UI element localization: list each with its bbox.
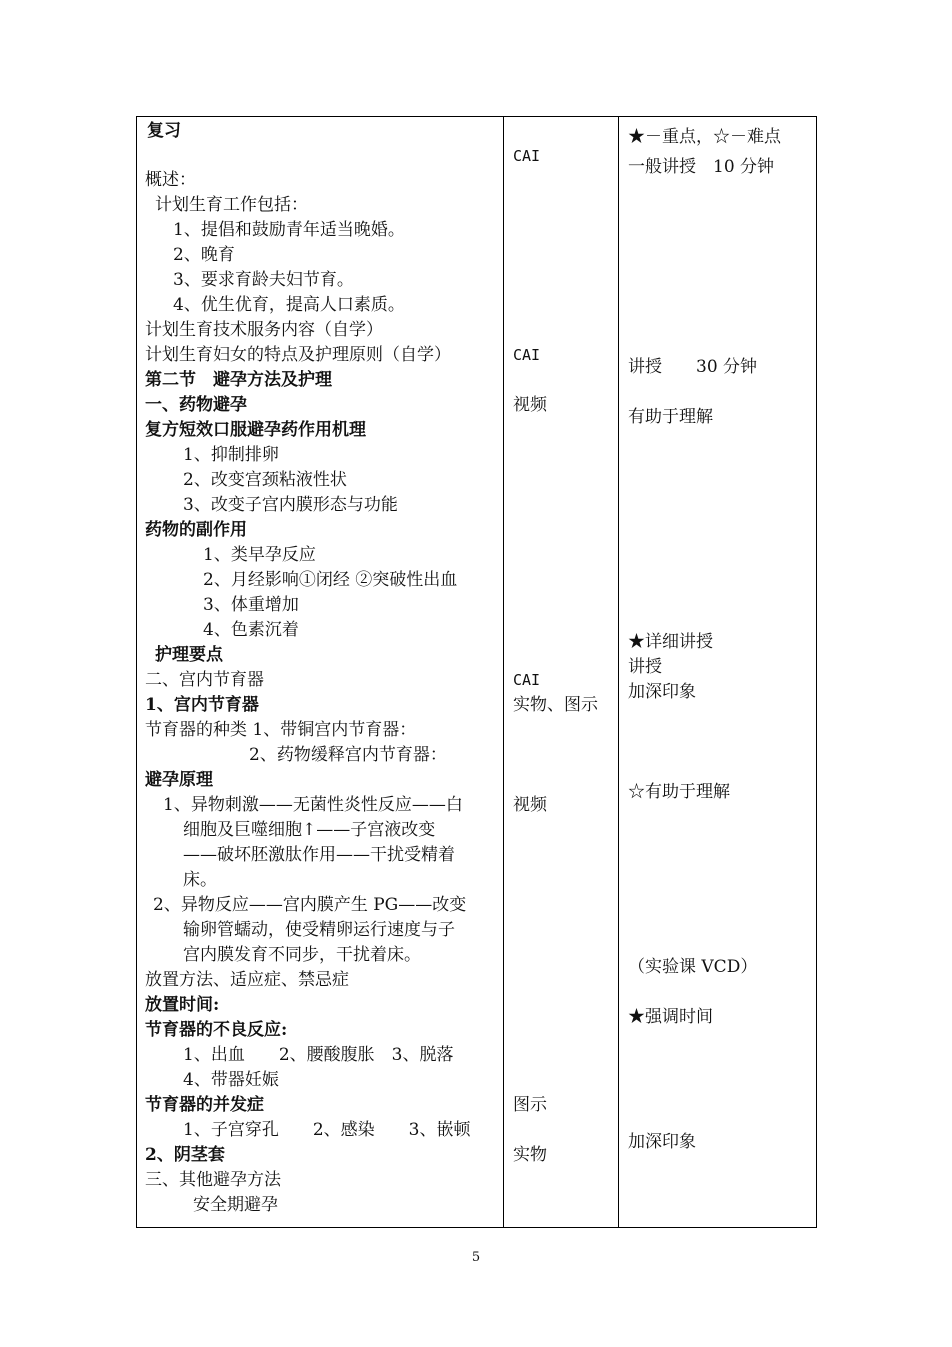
section-heading: 复方短效口服避孕药作用机理 [145, 420, 366, 440]
section-heading: 节育器的并发症 [145, 1095, 264, 1115]
notes-column [619, 117, 816, 1227]
section-heading: 一、药物避孕 [145, 395, 247, 415]
content-line: 1、抑制排卵 [183, 445, 279, 465]
note-line: 一般讲授 10 分钟 [628, 157, 775, 177]
section-heading: 避孕原理 [145, 770, 213, 790]
content-line: 2、改变宫颈粘液性状 [183, 470, 347, 490]
content-line: 4、色素沉着 [203, 620, 299, 640]
content-line: 计划生育技术服务内容（自学） [145, 320, 383, 340]
content-line: 节育器的种类 1、带铜宫内节育器： [145, 720, 417, 740]
media-column [504, 117, 618, 1227]
content-line: 2、药物缓释宫内节育器： [249, 745, 447, 765]
content-line: ——破坏胚激肽作用——干扰受精着 [183, 845, 455, 865]
media-note: 视频 [513, 795, 547, 815]
section-heading: 护理要点 [155, 645, 223, 665]
note-line: （实验课 VCD） [628, 957, 758, 977]
section-heading: 药物的副作用 [145, 520, 247, 540]
section-heading: 2、阴茎套 [145, 1145, 225, 1165]
media-note: CAI [513, 147, 541, 165]
content-line: 安全期避孕 [193, 1195, 278, 1215]
content-line: 1、出血 2、腰酸腹胀 3、脱落 [183, 1045, 454, 1065]
content-line: 1、子宫穿孔 2、感染 3、嵌顿 [183, 1120, 471, 1140]
content-line: 3、要求育龄夫妇节育。 [173, 270, 354, 290]
content-line: 2、异物反应——宫内膜产生 PG——改变 [153, 895, 467, 915]
note-line: 讲授 30 分钟 [628, 357, 758, 377]
lesson-plan-table [136, 116, 817, 1228]
note-line: ★强调时间 [628, 1007, 713, 1027]
media-note: CAI [513, 346, 541, 364]
content-line: 概述： [145, 170, 196, 190]
content-line: 4、优生优育，提高人口素质。 [173, 295, 405, 315]
content-line: 4、带器妊娠 [183, 1070, 279, 1090]
content-line: 复习 [147, 121, 181, 141]
content-line: 2、月经影响①闭经 ②突破性出血 [203, 570, 458, 590]
content-line: 计划生育妇女的特点及护理原则（自学） [145, 345, 451, 365]
content-line: 二、宫内节育器 [145, 670, 264, 690]
content-line: 1、异物刺激——无菌性炎性反应——白 [163, 795, 463, 815]
content-line: 计划生育工作包括： [155, 195, 308, 215]
content-column [137, 117, 503, 1227]
content-line: 3、改变子宫内膜形态与功能 [183, 495, 398, 515]
content-line: 输卵管蠕动，使受精卵运行速度与子 [183, 920, 455, 940]
content-line: 三、其他避孕方法 [145, 1170, 281, 1190]
note-line: 加深印象 [628, 682, 696, 702]
section-heading: 放置时间: [145, 995, 220, 1015]
section-heading: 节育器的不良反应: [145, 1020, 288, 1040]
content-line: 1、提倡和鼓励青年适当晚婚。 [173, 220, 405, 240]
note-line: 讲授 [628, 657, 662, 677]
section-heading: 1、宫内节育器 [145, 695, 259, 715]
media-note: CAI [513, 671, 541, 689]
note-line: ★－重点，☆－难点 [628, 127, 781, 147]
content-line: 细胞及巨噬细胞↑——子宫液改变 [183, 820, 436, 840]
media-note: 图示 [513, 1095, 547, 1115]
note-line: 加深印象 [628, 1132, 696, 1152]
content-line: 放置方法、适应症、禁忌症 [145, 970, 349, 990]
media-note: 实物、图示 [513, 695, 598, 715]
page-number: 5 [471, 1250, 481, 1265]
content-line: 床。 [183, 870, 217, 890]
content-line: 1、类早孕反应 [203, 545, 316, 565]
note-line: 有助于理解 [628, 407, 713, 427]
section-heading: 第二节 避孕方法及护理 [145, 370, 332, 390]
note-line: ☆有助于理解 [628, 782, 730, 802]
media-note: 实物 [513, 1145, 547, 1165]
note-line: ★详细讲授 [628, 632, 713, 652]
media-note: 视频 [513, 395, 547, 415]
content-line: 宫内膜发育不同步，干扰着床。 [183, 945, 421, 965]
content-line: 3、体重增加 [203, 595, 299, 615]
content-line: 2、晚育 [173, 245, 235, 265]
